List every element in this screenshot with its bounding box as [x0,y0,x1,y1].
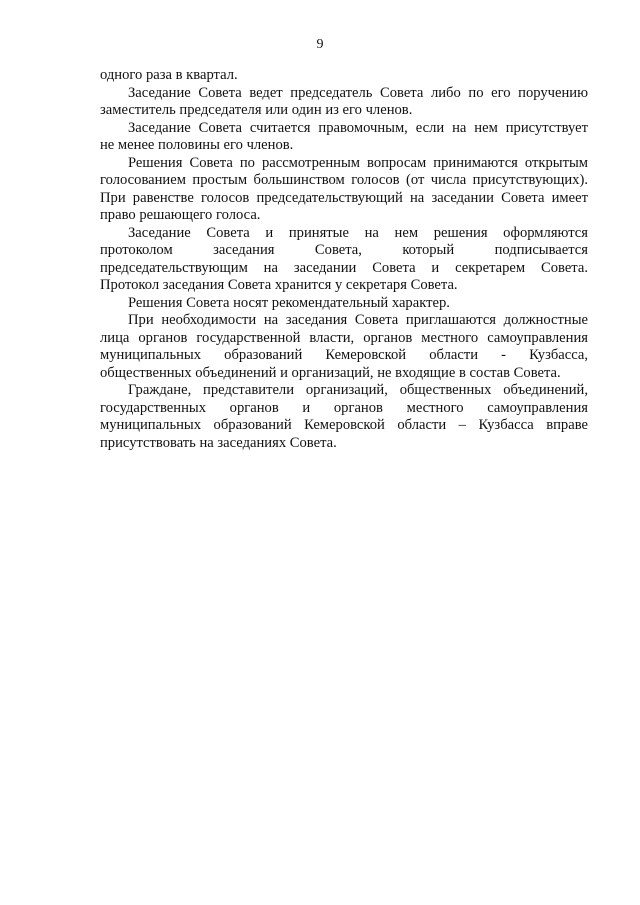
text-line: Решения Совета по рассмотренным вопросам принимаются открытым [128,154,588,171]
text-line: Граждане, представители организаций, общественных объединений, [128,382,588,398]
text-line: присутствовать на заседаниях Совета. [100,434,337,451]
text-line: Заседание Совета и принятые на нем решения оформляются [128,224,588,241]
paragraph [100,67,588,85]
text-line: заместитель председателя или один из его членов. [100,102,413,118]
text-line: протоколом заседания Совета, который подписывается [100,242,588,258]
paragraph [100,120,588,155]
text-line: При необходимости на заседания Совета приглашаются должностные [128,312,588,328]
text-line: Решения Совета носят рекомендательный характер. [128,294,450,311]
text-line: голосованием простым большинством голосов (от числа присутствующих). [100,172,588,188]
page-number: 9 [316,37,324,52]
paragraph [100,312,588,382]
text-line: Заседание Совета ведет председатель Совета либо по его поручению [128,84,588,101]
paragraph [100,295,588,313]
text-line: общественных объединений и организаций, не входящие в состав Совета. [100,364,561,381]
document-body [100,67,588,452]
text-line: муниципальных образований Кемеровской области – Кузбасса вправе [100,417,588,433]
text-line: муниципальных образований Кемеровской области - Кузбасса, [100,347,588,363]
paragraph [100,85,588,120]
text-line: Протокол заседания Совета хранится у секретаря Совета. [100,277,458,293]
text-line: государственных органов и органов местного самоуправления [100,399,588,416]
text-line: право решающего голоса. [100,207,261,223]
paragraph [100,382,588,452]
paragraph [100,155,588,225]
text-line: председательствующим на заседании Совета и секретарем Совета. [100,259,588,276]
paragraph [100,225,588,295]
text-line: одного раза в квартал. [100,67,238,83]
text-line: Заседание Совета считается правомочным, если на нем присутствует [128,119,588,136]
text-line: При равенстве голосов председательствующий на заседании Совета имеет [100,189,588,206]
text-line: не менее половины его членов. [100,137,294,153]
text-line: лица органов государственной власти, органов местного самоуправления [100,329,588,346]
